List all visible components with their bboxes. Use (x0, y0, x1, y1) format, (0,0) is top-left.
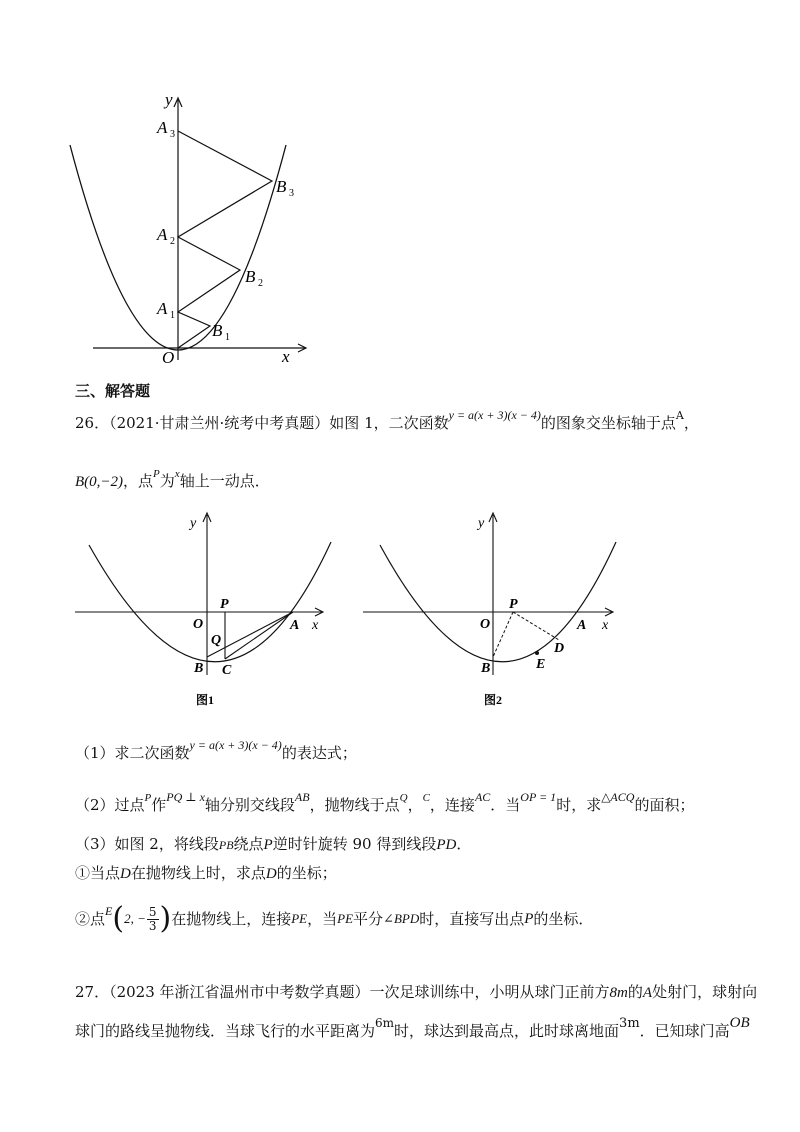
q26-sub2 (75, 900, 593, 938)
part1-suffix: 的表达式； (281, 744, 357, 762)
fig2-parabola (380, 542, 616, 662)
top-label-x: x (282, 347, 290, 366)
top-parabola-figure (0, 0, 800, 380)
part2-cpt: C (422, 792, 430, 804)
top-label-b1: B (212, 321, 223, 340)
sub2-den: 3 (148, 918, 157, 933)
part3-a: （3）如图 2，将线段 (75, 835, 219, 853)
part1-prefix: （1）求二次函数 (75, 744, 190, 762)
top-label-b2-sub: 2 (258, 278, 263, 289)
part2-q: Q (399, 792, 408, 804)
fig1-label-p: P (220, 597, 229, 612)
fig2-caption: 图2 (484, 693, 503, 707)
fig2-label-a: A (577, 618, 587, 633)
top-label-b2: B (245, 267, 256, 286)
figure-1 (60, 505, 340, 710)
part3-pd: PD (436, 837, 457, 853)
q26-line2 (75, 468, 270, 493)
q27-6m: 6m (375, 1016, 395, 1030)
fig1-label-a: A (290, 618, 300, 633)
sub1-d2: D (265, 866, 277, 882)
part2-p: P (144, 792, 152, 804)
top-label-a1-sub: 1 (170, 310, 175, 321)
fig2-segment-pd (513, 612, 559, 640)
part2-h: 时，求 (556, 796, 602, 814)
sub2-pe: PE (291, 911, 308, 926)
q27-c: 处射门，球射向 (652, 983, 758, 1001)
fig2-label-y: y (478, 516, 485, 531)
q26-axis-x: x (174, 468, 180, 480)
sub2-e: E (105, 904, 113, 918)
top-label-b3-sub: 3 (289, 188, 294, 199)
sub2-d: 平分 (353, 910, 384, 928)
fig2-label-d: D (554, 641, 565, 656)
section-title: 三、解答题 (75, 382, 151, 400)
sub2-rparen: ) (159, 901, 172, 936)
sub2-a: ②点 (75, 910, 106, 928)
q26-mid: ，点 (123, 472, 154, 490)
q27-line2 (75, 1015, 750, 1043)
q26-prefix: 26．（2021·甘肃兰州·统考中考真题）如图 1，二次函数 (75, 414, 449, 432)
part1-formula: y = a(x + 3)(x − 4) (189, 738, 282, 752)
q26-sub1 (75, 863, 337, 884)
sub2-lparen: ( (112, 901, 125, 936)
q27-line1 (75, 982, 757, 1003)
fig2-segment-pb (493, 612, 513, 657)
q26-point-b: B(0,−2) (75, 474, 124, 490)
q27-A: A (642, 985, 653, 1001)
figure-2 (350, 505, 630, 710)
q26-end: 轴上一动点． (179, 472, 270, 490)
fig1-caption: 图1 (196, 693, 215, 707)
top-label-b3: B (276, 177, 287, 196)
fig1-label-b: B (194, 661, 204, 676)
part3-d: ． (456, 835, 472, 853)
q27-line2-b: 时，球达到最高点，此时球离地面 (394, 1022, 620, 1040)
part2-b: 作 (151, 796, 167, 814)
q26-part3 (75, 834, 471, 855)
sub2-angle: ∠BPD (383, 911, 420, 926)
part2-e: ， (407, 796, 423, 814)
sub2-c: ，当 (307, 910, 338, 928)
fig1-label-x: x (312, 618, 319, 633)
q27-a: 27．（2023 年浙江省温州市中考数学真题）一次足球训练中，小明从球门正前方 (75, 983, 610, 1001)
top-label-a2-sub: 2 (170, 236, 175, 247)
part3-pb: PB (218, 838, 234, 852)
top-label-b1-sub: 1 (225, 332, 230, 343)
fig2-label-e: E (536, 657, 546, 672)
q26-point-a: A (675, 409, 684, 422)
sub1-c: 的坐标； (276, 864, 337, 882)
top-label-a3: A (157, 118, 168, 137)
sub2-num: 5 (148, 904, 157, 919)
q27-line2-a: 球门的路线呈抛物线．当球飞行的水平距离为 (75, 1022, 376, 1040)
sub2-b: 在抛物线上，连接 (171, 910, 292, 928)
top-label-a2: A (157, 225, 168, 244)
sub2-two: 2, − (124, 911, 146, 926)
sub2-pe2: PE (337, 911, 354, 926)
q26-suffix: 的图象交坐标轴于点 (540, 414, 676, 432)
part2-g: ．当 (490, 796, 521, 814)
fig2-label-o: O (480, 617, 491, 632)
sub1-a: ①当点 (75, 864, 121, 882)
q26-part2 (75, 790, 695, 817)
part2-a: （2）过点 (75, 796, 145, 814)
q27-8m: 8m (609, 985, 628, 1001)
part2-ab: AB (294, 790, 310, 804)
q27-3m: 3m (619, 1016, 640, 1031)
q26-part1 (75, 738, 357, 764)
fig2-label-p: P (509, 597, 518, 612)
q26-line1 (75, 408, 699, 435)
part2-f: ，连接 (429, 796, 475, 814)
sub1-b: 在抛物线上时，求点 (130, 864, 266, 882)
q26-formula: y = a(x + 3)(x − 4) (448, 408, 541, 422)
part3-c: 逆时针旋转 90 得到线段 (272, 835, 437, 853)
fig1-parabola (89, 542, 331, 662)
top-label-a3-sub: 3 (170, 129, 175, 140)
q27-line2-c: ．已知球门高 (639, 1022, 730, 1040)
q26-mid2: 为 (159, 472, 175, 490)
q26-point-p: P (153, 468, 160, 480)
part3-p: P (263, 837, 273, 853)
sub2-fraction (147, 906, 159, 933)
q27-ob: OB (729, 1015, 750, 1031)
top-label-a1: A (157, 299, 168, 318)
sub2-e2: 时，直接写出点 (419, 910, 525, 928)
fig2-label-x: x (602, 618, 609, 633)
part2-op: OP = 1 (520, 790, 557, 804)
q27-b: 的 (627, 983, 643, 1001)
part2-pq: PQ ⊥ x (166, 790, 205, 804)
fig1-label-c: C (222, 663, 232, 678)
part2-tri: △ACQ (601, 790, 635, 804)
fig2-label-b: B (481, 661, 491, 676)
top-label-y: y (165, 90, 173, 109)
q26-comma: ， (683, 414, 699, 432)
part2-i: 的面积； (634, 796, 695, 814)
fig2-point-e (535, 651, 539, 655)
sub2-f: 的坐标． (533, 910, 594, 928)
fig1-label-q: Q (211, 633, 222, 648)
fig1-label-o: O (193, 617, 204, 632)
top-label-o: O (162, 348, 175, 367)
sub2-p: P (524, 911, 534, 927)
part3-b: 绕点 (233, 835, 264, 853)
fig1-segment-ac (225, 612, 293, 659)
sub1-d: D (120, 866, 131, 882)
part2-c: 轴分别交线段 (204, 796, 295, 814)
part2-d: ，抛物线于点 (309, 796, 400, 814)
fig1-label-y: y (190, 516, 197, 531)
part2-ac: AC (474, 790, 491, 804)
